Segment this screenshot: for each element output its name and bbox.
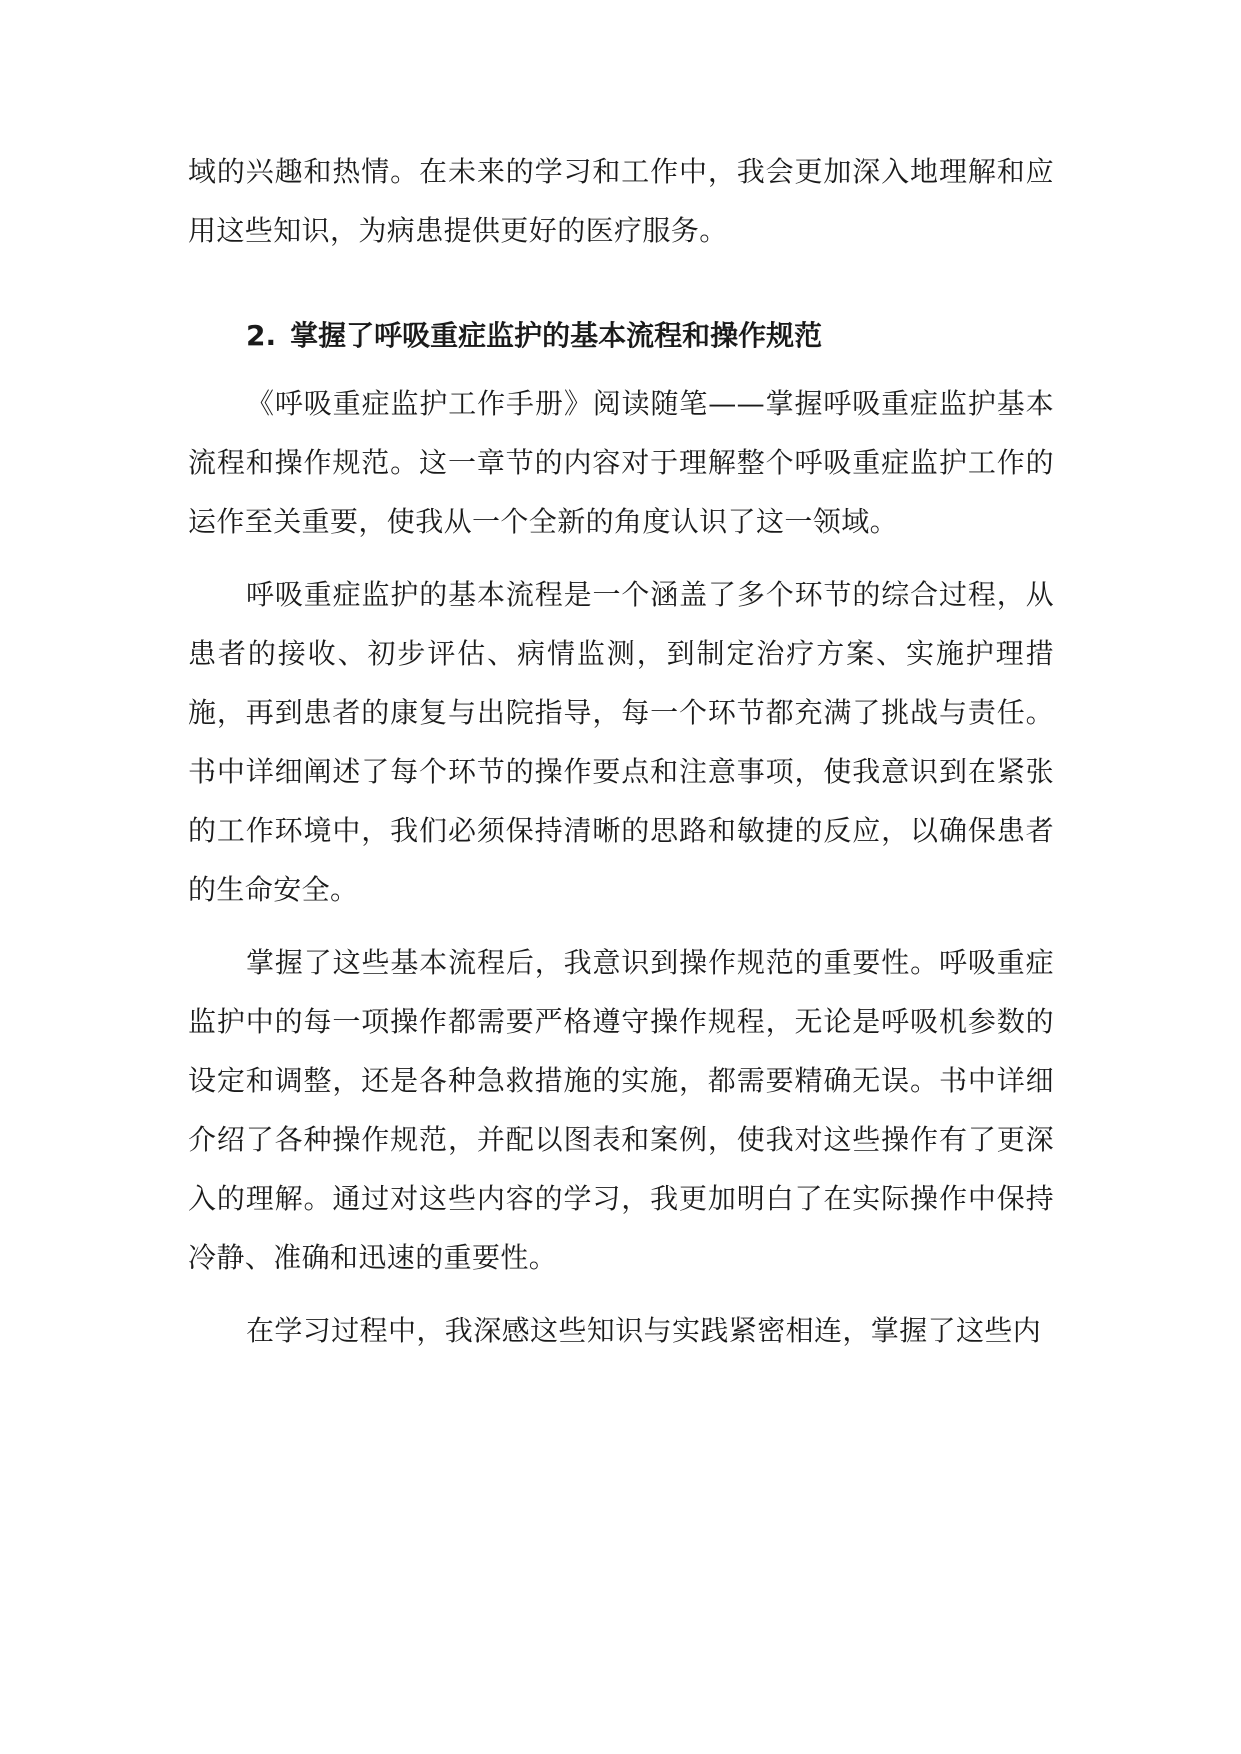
- document-body: [188, 142, 1054, 1360]
- section-title: 掌握了呼吸重症监护的基本流程和操作规范: [290, 319, 823, 352]
- section-heading: [188, 316, 1054, 356]
- paragraph-learning-process: 在学习过程中，我深感这些知识与实践紧密相连，掌握了这些内: [246, 1314, 1042, 1347]
- paragraph-intro: 《呼吸重症监护工作手册》阅读随笔——掌握呼吸重症监护基本流程和操作规范。这一章节的内容对于理解整个呼吸重症监护工作的运作至关重要，使我从一个全新的角度认识了这一领域。: [188, 387, 1054, 538]
- section-number: 2.: [246, 319, 277, 352]
- paragraph-basic-process: 呼吸重症监护的基本流程是一个涵盖了多个环节的综合过程，从患者的接收、初步评估、病情监测，到制定治疗方案、实施护理措施，再到患者的康复与出院指导，每一个环节都充满了挑战与责任。书中详细阐述了每个环节的操作要点和注意事项，使我意识到在紧张的工作环境中，我们必须保持清晰的思路和敏捷的反应，以确保患者的生命安全。: [188, 578, 1054, 906]
- continued-paragraph: 域的兴趣和热情。在未来的学习和工作中，我会更加深入地理解和应用这些知识，为病患提供更好的医疗服务。: [188, 155, 1054, 247]
- paragraph-operation-norms: 掌握了这些基本流程后，我意识到操作规范的重要性。呼吸重症监护中的每一项操作都需要严格遵守操作规程，无论是呼吸机参数的设定和调整，还是各种急救措施的实施，都需要精确无误。书中详细介绍了各种操作规范，并配以图表和案例，使我对这些操作有了更深入的理解。通过对这些内容的学习，我更加明白了在实际操作中保持冷静、准确和迅速的重要性。: [188, 946, 1054, 1274]
